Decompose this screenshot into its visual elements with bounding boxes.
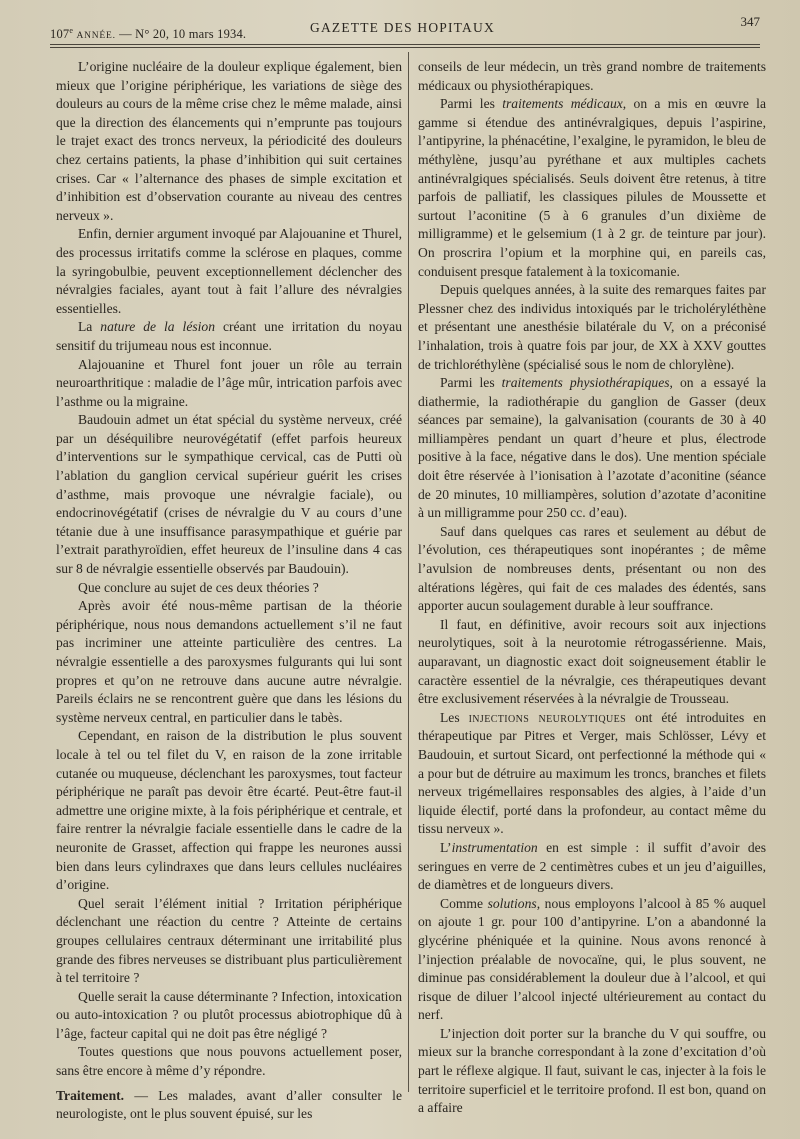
- journal-title: GAZETTE DES HOPITAUX: [310, 20, 495, 35]
- emphasis-text: nature de la lésion: [100, 319, 216, 335]
- paragraph: L’instrumentation en est simple : il suffit d’avoir des seringues en verre de 2 centimètres cubes et un jeu d’aiguilles, de diamètres et de longueurs divers.: [418, 839, 766, 893]
- paragraph: Parmi les traitements médicaux, on a mis en œuvre la gamme si étendue des antinévralgiques, depuis l’aspirine, l’antipyrine, la phénacétine, l’exalgine, le pyramidon, le bleu de méthylène, jusqu’au pyréthane et aux multiples cachets antinévralgiques spécialisés. Seuls doivent être retenus, à titre parfois de palliatif, les classiques pilules de Moussette et surtout l’aconitine (5 à 6 granules d’un dixième de milligramme) et le gelsemium (1 à 2 gr. de teinture par jour). On proscrira l’opium et la morphine qui, en pareils cas, conduisent presque fatalement à la toxicomanie.: [418, 96, 767, 279]
- paragraph: Toutes questions que nous pouvons actuellement poser, sans être encore à même d’y répondre.: [56, 1044, 402, 1079]
- paragraph: L’injection doit porter sur la branche du V qui souffre, ou mieux sur la branche correspondant à la zone d’excitation d’où part le réflexe algique. Il faut, suivant le cas, injecter à la fois le territoire superficiel et le territoire profond. Il est bon, quand on a affaire: [418, 1025, 766, 1116]
- emphasis-text: solutions: [487, 895, 537, 911]
- paragraph: L’origine nucléaire de la douleur explique également, bien mieux que l’origine périphérique, les variations de siège des douleurs au cours de la même crise chez le même malade, ainsi que la direction des élancements qui n’emprunte pas toujours le trajet exact des troncs nerveux, la périodicité des douleurs chez certains patients, la phase d’inhibition qui suit certaines crises. Car « l’alternance des phases de simple excitation et d’inhibition est d’observation courante au niveau des centres nerveux ».: [56, 59, 402, 223]
- paragraph: conseils de leur médecin, un très grand nombre de traitements médicaux ou physiothérapiques.: [418, 59, 766, 93]
- issue-info: [50, 26, 246, 42]
- paragraph: La nature de la lésion créant une irritation du noyau sensitif du trijumeau nous est inconnue.: [56, 319, 402, 353]
- issue-number-date: — N° 20, 10 mars 1934.: [119, 27, 247, 42]
- emphasis-text: instrumentation: [451, 839, 538, 855]
- header-rule: [50, 44, 760, 48]
- paragraph: Que conclure au sujet de ces deux théories ?: [78, 579, 319, 595]
- section-paragraph-traitement: Traitement. — Les malades, avant d’aller consulter le neurologiste, ont le plus souvent épuisé, sur les: [56, 1087, 402, 1122]
- page-header: [50, 14, 760, 42]
- paragraph: Parmi les traitements physiothérapiques, on a essayé la diathermie, la radiothérapie du ganglion de Gasser (deux séances par semaine), la galvanisation (courants de 30 à 40 milliampères pendant un quart d’heure et plus, électrode positive à la face, négative dans le dos). Une mention spéciale doit être réservée à l’ionisation à l’azotate d’aconitine (séance de 20 minutes, 10 milliampères, solution d’azotate d’aconitine à un milligramme pour 250 cc. d’eau).: [418, 375, 766, 521]
- column-divider: [408, 52, 409, 1092]
- section-heading: Traitement.: [56, 1087, 125, 1103]
- left-column: [56, 58, 402, 1124]
- right-column: [418, 58, 766, 1118]
- year-number: 107: [50, 27, 70, 42]
- paragraph: Baudouin admet un état spécial du système nerveux, créé par un déséquilibre neurovégétatif (effet parfois heureux d’interventions sur le sympathique cervical, cas de Putti où l’ablation du ganglion cervical supérieur guérit les crises d’asthme, mais provoque une névralgie faciale), ou endocrinovégétatif (crises de névralgie du V au cours d’une tétanie due à une insuffisance parasympathique et guérie par l’extrait parathyroïdien, effet heureux de l’insuline dans 4 cas sur 8 de névralgie essentielle observés par Baudouin).: [56, 412, 402, 577]
- small-caps-term: injections neurolytiques: [468, 709, 627, 725]
- paragraph: Après avoir été nous-même partisan de la théorie périphérique, nous nous demandons actuellement s’il ne faut pas incriminer une atteinte particulière des centres. La névralgie essentielle a des paroxysmes fulgurants qui lui sont propres et qu’on ne retrouve dans aucune autre névralgie. Pareils éclairs ne se rencontrent guère que dans les lésions du système nerveux central, en particulier dans le tabès.: [56, 598, 402, 725]
- page-number: 347: [740, 14, 760, 29]
- emphasis-text: traitements physiothérapiques: [501, 375, 670, 391]
- paragraph: Alajouanine et Thurel font jouer un rôle au terrain neuroarthritique : maladie de l’âge mûr, intrication parfois avec l’asthme ou la migraine.: [56, 356, 402, 409]
- paragraph: Enfin, dernier argument invoqué par Alajouanine et Thurel, des processus irritatifs comme la sclérose en plaques, comme la syringobulbie, peuvent exceptionnellement déclencher des névralgies faciales, ayant tout à fait l’allure des névralgies essentielles.: [56, 226, 402, 316]
- paragraph: Sauf dans quelques cas rares et seulement au début de l’évolution, ces thérapeutiques sont inopérantes ; de même l’avulsion de nombreuses dents, présentant ou non des altérations légères, qui fait de ces malades des édentés, sans apporter aucun soulagement durable à leur souffrance.: [418, 523, 766, 614]
- paragraph: Quelle serait la cause déterminante ? Infection, intoxication ou auto-intoxication ? ou plutôt processus abiotrophique dû à l’âge, facteur capital qui ne doit pas être négligé ?: [56, 988, 402, 1041]
- paragraph: Il faut, en définitive, avoir recours soit aux injections neurolytiques, soit à la neurotomie rétrogassérienne. Mais, auparavant, un diagnostic exact doit soigneusement établir le caractère essentiel de la névralgie, ces thérapeutiques devant être exclusivement réservées à la névralgie de Trousseau.: [418, 616, 766, 707]
- paragraph: Les injections neurolytiques ont été introduites en thérapeutique par Pitres et Verger, mais Schlösser, Lévy et Baudouin, et surtout Sicard, ont perfectionné la méthode qui « a pour but de détruire au maximum les troncs, branches et filets nerveux trigémellaires responsables des algies, à l’aide d’un liquide électif, porté dans la profondeur, au contact même du tissu nerveux ».: [418, 709, 766, 837]
- paragraph: Comme solutions, nous employons l’alcool à 85 % auquel on ajoute 1 gr. pour 100 d’antipyrine. L’on a abandonné la glycérine phéniquée et la quinine. Nous avons renoncé à l’injection préalable de novocaïne, qui, le plus souvent, ne diminue pas considérablement la douleur due à l’alcool, et qui risque de diluer l’alcool injecté ultérieurement au contact du nerf.: [418, 895, 766, 1023]
- paragraph: Depuis quelques années, à la suite des remarques faites par Plessner chez des individus intoxiqués par le tricholéryléthène et présentant une anesthésie bilatérale du V, on a préconisé l’inhalation, trois à quatre fois par jour, de XX à XXV gouttes de trichloréthylène (spécialisé sous le nom de chlorylène).: [418, 282, 766, 372]
- emphasis-text: traitements médicaux: [502, 96, 623, 112]
- annee-label: ANNÉE.: [76, 31, 116, 42]
- paragraph: Quel serait l’élément initial ? Irritation périphérique déclenchant une réaction du centre ? Atteinte de certains groupes cellulaires centraux déterminant une irritabilité plus grande des fibres nerveuses se distribuant plus particulièrement à tel territoire ?: [56, 895, 402, 986]
- paragraph: Cependant, en raison de la distribution le plus souvent locale à tel ou tel filet du V, en raison de la zone irritable cutanée ou muqueuse, déclenchant les paroxysmes, tout facteur périphérique ne paraît pas devoir être écarté. Peut-être faut-il admettre une origine mixte, à la fois périphérique et centrale, et faire rentrer la névralgie faciale essentielle dans le cadre de la neuronite de Grasset, affection qui frappe les neurones aussi bien dans leurs cylindraxes que dans leurs cellules nucléaires d’origine.: [56, 728, 402, 893]
- year-superscript: e: [69, 26, 74, 35]
